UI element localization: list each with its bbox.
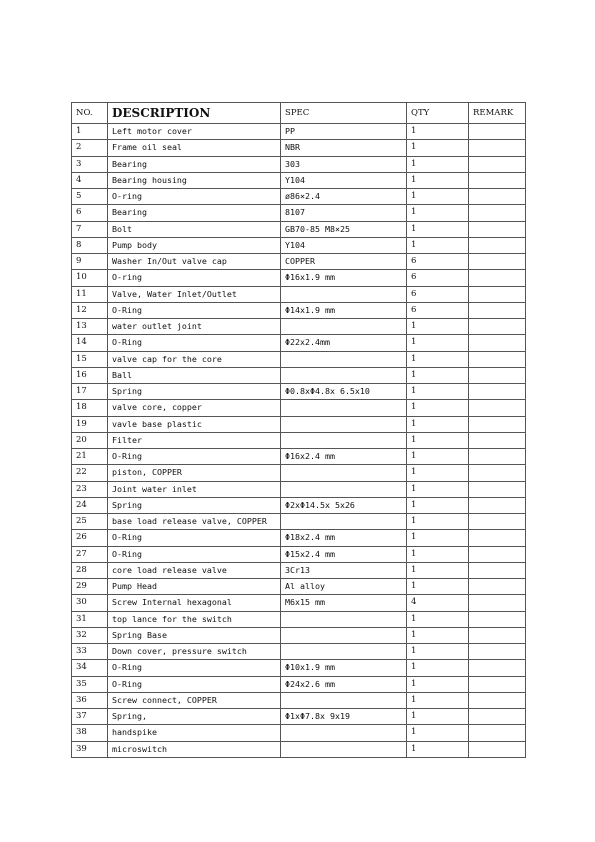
cell-spec: Φ15x2.4 mm <box>281 546 407 562</box>
cell-remark <box>469 367 526 383</box>
cell-qty: 1 <box>407 530 469 546</box>
cell-qty: 1 <box>407 562 469 578</box>
cell-qty: 1 <box>407 709 469 725</box>
cell-remark <box>469 140 526 156</box>
cell-spec: Φ0.8xΦ4.8x 6.5x10 <box>281 384 407 400</box>
cell-qty: 1 <box>407 611 469 627</box>
cell-spec <box>281 351 407 367</box>
table-row <box>72 351 526 367</box>
cell-qty: 1 <box>407 189 469 205</box>
cell-qty: 1 <box>407 140 469 156</box>
cell-qty: 1 <box>407 465 469 481</box>
cell-description: Screw Internal hexagonal <box>108 595 281 611</box>
cell-no: 12 <box>72 302 108 318</box>
cell-no: 36 <box>72 692 108 708</box>
cell-no: 18 <box>72 400 108 416</box>
header-description: DESCRIPTION <box>108 103 281 124</box>
cell-remark <box>469 595 526 611</box>
cell-no: 10 <box>72 270 108 286</box>
cell-no: 22 <box>72 465 108 481</box>
table-row <box>72 416 526 432</box>
parts-list-table <box>71 102 526 758</box>
cell-qty: 4 <box>407 595 469 611</box>
cell-remark <box>469 449 526 465</box>
cell-remark <box>469 270 526 286</box>
cell-no: 28 <box>72 562 108 578</box>
cell-qty: 1 <box>407 319 469 335</box>
table-row <box>72 530 526 546</box>
cell-qty: 1 <box>407 237 469 253</box>
cell-spec <box>281 611 407 627</box>
table-row <box>72 627 526 643</box>
cell-description: vavle base plastic <box>108 416 281 432</box>
cell-qty: 6 <box>407 286 469 302</box>
table-row <box>72 449 526 465</box>
table-row <box>72 709 526 725</box>
cell-remark <box>469 189 526 205</box>
cell-remark <box>469 319 526 335</box>
cell-spec <box>281 286 407 302</box>
cell-description: Bearing <box>108 205 281 221</box>
cell-description: O-Ring <box>108 302 281 318</box>
table-row <box>72 644 526 660</box>
cell-remark <box>469 676 526 692</box>
cell-remark <box>469 172 526 188</box>
cell-description: O-Ring <box>108 449 281 465</box>
cell-qty: 1 <box>407 725 469 741</box>
cell-description: Spring, <box>108 709 281 725</box>
cell-description: Bearing <box>108 156 281 172</box>
cell-qty: 1 <box>407 205 469 221</box>
cell-qty: 6 <box>407 254 469 270</box>
table-row <box>72 221 526 237</box>
cell-remark <box>469 660 526 676</box>
table-row <box>72 692 526 708</box>
table-row <box>72 660 526 676</box>
cell-spec: M6x15 mm <box>281 595 407 611</box>
cell-description: Filter <box>108 432 281 448</box>
cell-description: Screw connect, COPPER <box>108 692 281 708</box>
cell-qty: 1 <box>407 676 469 692</box>
cell-no: 33 <box>72 644 108 660</box>
cell-description: O-Ring <box>108 546 281 562</box>
cell-spec <box>281 319 407 335</box>
cell-description: Spring <box>108 497 281 513</box>
table-row <box>72 319 526 335</box>
cell-remark <box>469 709 526 725</box>
table-body <box>72 124 526 758</box>
cell-description: Washer In/Out valve cap <box>108 254 281 270</box>
cell-description: Valve, Water Inlet/Outlet <box>108 286 281 302</box>
cell-no: 6 <box>72 205 108 221</box>
cell-remark <box>469 124 526 140</box>
cell-qty: 1 <box>407 156 469 172</box>
cell-no: 16 <box>72 367 108 383</box>
cell-spec: GB70-85 M8×25 <box>281 221 407 237</box>
cell-description: Frame oil seal <box>108 140 281 156</box>
cell-spec <box>281 627 407 643</box>
cell-no: 4 <box>72 172 108 188</box>
cell-qty: 6 <box>407 270 469 286</box>
cell-no: 17 <box>72 384 108 400</box>
cell-spec <box>281 465 407 481</box>
cell-qty: 1 <box>407 497 469 513</box>
cell-no: 2 <box>72 140 108 156</box>
cell-remark <box>469 432 526 448</box>
cell-remark <box>469 497 526 513</box>
header-qty: QTY <box>407 103 469 124</box>
cell-description: Spring Base <box>108 627 281 643</box>
cell-no: 23 <box>72 481 108 497</box>
table-row <box>72 367 526 383</box>
cell-remark <box>469 562 526 578</box>
cell-qty: 1 <box>407 627 469 643</box>
cell-remark <box>469 221 526 237</box>
cell-qty: 1 <box>407 449 469 465</box>
cell-remark <box>469 384 526 400</box>
table-row <box>72 140 526 156</box>
cell-remark <box>469 237 526 253</box>
cell-no: 26 <box>72 530 108 546</box>
cell-no: 27 <box>72 546 108 562</box>
cell-description: piston, COPPER <box>108 465 281 481</box>
table-row <box>72 514 526 530</box>
cell-no: 31 <box>72 611 108 627</box>
table-row <box>72 286 526 302</box>
cell-no: 14 <box>72 335 108 351</box>
table-row <box>72 384 526 400</box>
table-row <box>72 205 526 221</box>
cell-spec: PP <box>281 124 407 140</box>
cell-no: 9 <box>72 254 108 270</box>
cell-spec <box>281 400 407 416</box>
cell-spec: 3Cr13 <box>281 562 407 578</box>
cell-qty: 1 <box>407 692 469 708</box>
cell-remark <box>469 416 526 432</box>
table-row <box>72 579 526 595</box>
table-row <box>72 124 526 140</box>
cell-remark <box>469 286 526 302</box>
cell-remark <box>469 530 526 546</box>
table-row <box>72 302 526 318</box>
cell-spec: Φ22x2.4mm <box>281 335 407 351</box>
cell-no: 24 <box>72 497 108 513</box>
cell-description: microswitch <box>108 741 281 757</box>
cell-description: handspike <box>108 725 281 741</box>
table-header-row <box>72 103 526 124</box>
cell-description: Spring <box>108 384 281 400</box>
cell-remark <box>469 514 526 530</box>
cell-qty: 1 <box>407 400 469 416</box>
table-row <box>72 335 526 351</box>
cell-no: 11 <box>72 286 108 302</box>
cell-no: 19 <box>72 416 108 432</box>
cell-description: Bolt <box>108 221 281 237</box>
cell-spec <box>281 514 407 530</box>
cell-description: Pump body <box>108 237 281 253</box>
cell-description: Left motor cover <box>108 124 281 140</box>
cell-spec: Al alloy <box>281 579 407 595</box>
table-row <box>72 465 526 481</box>
cell-spec: Y104 <box>281 237 407 253</box>
cell-spec: Φ2xΦ14.5x 5x26 <box>281 497 407 513</box>
cell-remark <box>469 302 526 318</box>
cell-description: core load release valve <box>108 562 281 578</box>
cell-qty: 6 <box>407 302 469 318</box>
cell-no: 5 <box>72 189 108 205</box>
cell-qty: 1 <box>407 579 469 595</box>
cell-remark <box>469 465 526 481</box>
table-row <box>72 725 526 741</box>
cell-qty: 1 <box>407 384 469 400</box>
table-row <box>72 189 526 205</box>
cell-spec <box>281 367 407 383</box>
cell-remark <box>469 644 526 660</box>
cell-no: 25 <box>72 514 108 530</box>
cell-spec: Φ1xΦ7.8x 9x19 <box>281 709 407 725</box>
table-row <box>72 611 526 627</box>
cell-spec: ø86×2.4 <box>281 189 407 205</box>
cell-remark <box>469 481 526 497</box>
cell-remark <box>469 254 526 270</box>
cell-no: 8 <box>72 237 108 253</box>
cell-remark <box>469 611 526 627</box>
cell-spec <box>281 741 407 757</box>
cell-remark <box>469 335 526 351</box>
cell-remark <box>469 205 526 221</box>
cell-description: Ball <box>108 367 281 383</box>
cell-description: top lance for the switch <box>108 611 281 627</box>
cell-no: 29 <box>72 579 108 595</box>
cell-qty: 1 <box>407 644 469 660</box>
cell-remark <box>469 400 526 416</box>
cell-spec: Φ18x2.4 mm <box>281 530 407 546</box>
header-spec: SPEC <box>281 103 407 124</box>
table-row <box>72 400 526 416</box>
cell-spec: Φ24x2.6 mm <box>281 676 407 692</box>
cell-qty: 1 <box>407 481 469 497</box>
cell-no: 15 <box>72 351 108 367</box>
cell-spec: Φ14x1.9 mm <box>281 302 407 318</box>
cell-spec <box>281 725 407 741</box>
cell-remark <box>469 156 526 172</box>
cell-no: 38 <box>72 725 108 741</box>
cell-spec <box>281 416 407 432</box>
cell-no: 32 <box>72 627 108 643</box>
table-row <box>72 562 526 578</box>
cell-description: O-Ring <box>108 530 281 546</box>
table-row <box>72 481 526 497</box>
cell-remark <box>469 725 526 741</box>
table-row <box>72 546 526 562</box>
cell-spec: Φ10x1.9 mm <box>281 660 407 676</box>
table-row <box>72 156 526 172</box>
header-no: NO. <box>72 103 108 124</box>
cell-description: Pump Head <box>108 579 281 595</box>
cell-spec: COPPER <box>281 254 407 270</box>
cell-no: 21 <box>72 449 108 465</box>
cell-description: O-Ring <box>108 335 281 351</box>
header-remark: REMARK <box>469 103 526 124</box>
cell-qty: 1 <box>407 416 469 432</box>
cell-qty: 1 <box>407 172 469 188</box>
cell-description: O-Ring <box>108 660 281 676</box>
table-row <box>72 270 526 286</box>
cell-spec: NBR <box>281 140 407 156</box>
cell-remark <box>469 579 526 595</box>
cell-description: Joint water inlet <box>108 481 281 497</box>
cell-spec: Y104 <box>281 172 407 188</box>
cell-qty: 1 <box>407 367 469 383</box>
cell-no: 35 <box>72 676 108 692</box>
cell-spec: Φ16x1.9 mm <box>281 270 407 286</box>
cell-description: base load release valve, COPPER <box>108 514 281 530</box>
cell-description: O-Ring <box>108 676 281 692</box>
cell-qty: 1 <box>407 660 469 676</box>
cell-no: 7 <box>72 221 108 237</box>
cell-spec: 8107 <box>281 205 407 221</box>
cell-description: water outlet joint <box>108 319 281 335</box>
cell-qty: 1 <box>407 432 469 448</box>
table-row <box>72 676 526 692</box>
cell-description: O-ring <box>108 189 281 205</box>
cell-qty: 1 <box>407 351 469 367</box>
cell-no: 37 <box>72 709 108 725</box>
cell-spec <box>281 481 407 497</box>
cell-description: Bearing housing <box>108 172 281 188</box>
table-row <box>72 741 526 757</box>
cell-remark <box>469 351 526 367</box>
cell-remark <box>469 741 526 757</box>
cell-no: 30 <box>72 595 108 611</box>
table-row <box>72 237 526 253</box>
cell-remark <box>469 692 526 708</box>
cell-no: 13 <box>72 319 108 335</box>
cell-qty: 1 <box>407 335 469 351</box>
cell-qty: 1 <box>407 514 469 530</box>
cell-spec <box>281 644 407 660</box>
cell-spec <box>281 692 407 708</box>
cell-no: 1 <box>72 124 108 140</box>
table-row <box>72 497 526 513</box>
table-row <box>72 595 526 611</box>
cell-no: 3 <box>72 156 108 172</box>
cell-spec <box>281 432 407 448</box>
cell-no: 39 <box>72 741 108 757</box>
cell-no: 34 <box>72 660 108 676</box>
cell-description: Down cover, pressure switch <box>108 644 281 660</box>
cell-remark <box>469 546 526 562</box>
cell-spec: 303 <box>281 156 407 172</box>
cell-qty: 1 <box>407 546 469 562</box>
cell-description: valve cap for the core <box>108 351 281 367</box>
cell-description: valve core, copper <box>108 400 281 416</box>
cell-no: 20 <box>72 432 108 448</box>
table-row <box>72 254 526 270</box>
cell-qty: 1 <box>407 741 469 757</box>
cell-spec: Φ16x2.4 mm <box>281 449 407 465</box>
table-row <box>72 172 526 188</box>
table-row <box>72 432 526 448</box>
cell-remark <box>469 627 526 643</box>
cell-description: O-ring <box>108 270 281 286</box>
cell-qty: 1 <box>407 221 469 237</box>
cell-qty: 1 <box>407 124 469 140</box>
